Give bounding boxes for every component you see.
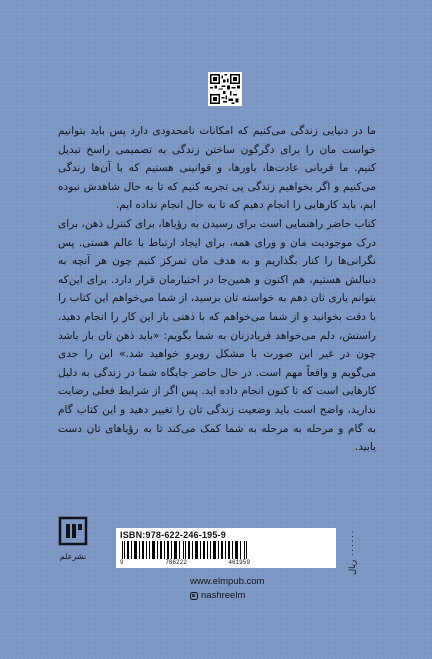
paragraph-2: کتاب حاضر راهنمایی است برای رسیدن به رؤیاها، برای کنترل ذهن، برای درک موجودیت مان و ورای همه، برای ایجاد ارتباط با عالم هستی. پس نگرانی‌ها را کنار بگذاریم و به هدف مان تمرکز کنیم چون هر آنچه به دنبالش هستیم، هم اکنون و همین‌جا در اختیارمان قرار دارد. برای این‌که بتوانم یاری تان دهم به خواسته تان برسید، از شما می‌خواهم این کتاب را با دقت بخوانید و از شما می‌خواهم که با ذهنی باز این کار را انجام دهید. راستش، دلم می‌خواهد فریادزنان به شما بگویم: «باید ذهن تان باز باشد چون در غیر این صورت با مشکل روبرو خواهید شد.» این را جدی می‌گویم و واقعاً مهم است. در حال حاضر جایگاه شما در زندگی به دلیل کارهایی است که تا کنون انجام داده اید. پس اگر از شرایط فعلی رضایت ندارید، واضح است باید وضعیت زندگی تان را تغییر دهید و این کتاب گام به گام و مرحله به مرحله به شما کمک می‌کند تا به رؤیاهای تان دست یابید.: [58, 217, 376, 454]
price-label: ۰۰۰۰۰۰ ریال: [348, 530, 358, 576]
barcode-digit-group: 9: [120, 559, 124, 566]
website-link[interactable]: www.elmpub.com: [190, 576, 265, 587]
qr-code-icon: [208, 72, 242, 106]
back-cover-text: [58, 122, 376, 457]
barcode-digit-group: 461959: [228, 559, 250, 566]
isbn-text: ISBN:978-622-246-195-9: [120, 530, 226, 540]
barcode-digit-group: 786222: [165, 559, 187, 566]
barcode-digits: [120, 559, 250, 566]
instagram-text: nashreelm: [201, 590, 246, 601]
publisher-logo-icon: [58, 516, 88, 550]
barcode-icon: [120, 541, 250, 559]
instagram-handle[interactable]: [190, 590, 245, 601]
paragraph-1: ما در دنیایی زندگی می‌کنیم که امکانات نامحدودی دارد پس باید بتوانیم خواست مان را برای دگرگون ساختن زندگی به تصمیمی راسخ تبدیل کنیم. ما قربانی عادت‌ها، باورها، و قوانینی هستیم که با آن‌ها زندگی می‌کنیم و اگر بخواهیم زندگی پی تجربه کنیم که تا به حال شاهدش نبوده ایم، باید کارهایی را انجام دهیم که تا به حال انجام نداده ایم.: [58, 125, 376, 212]
instagram-icon: [190, 592, 198, 600]
barcode-area: [116, 528, 336, 568]
publisher-name: نشرعلم: [59, 552, 87, 561]
publisher-logo: [48, 516, 98, 568]
